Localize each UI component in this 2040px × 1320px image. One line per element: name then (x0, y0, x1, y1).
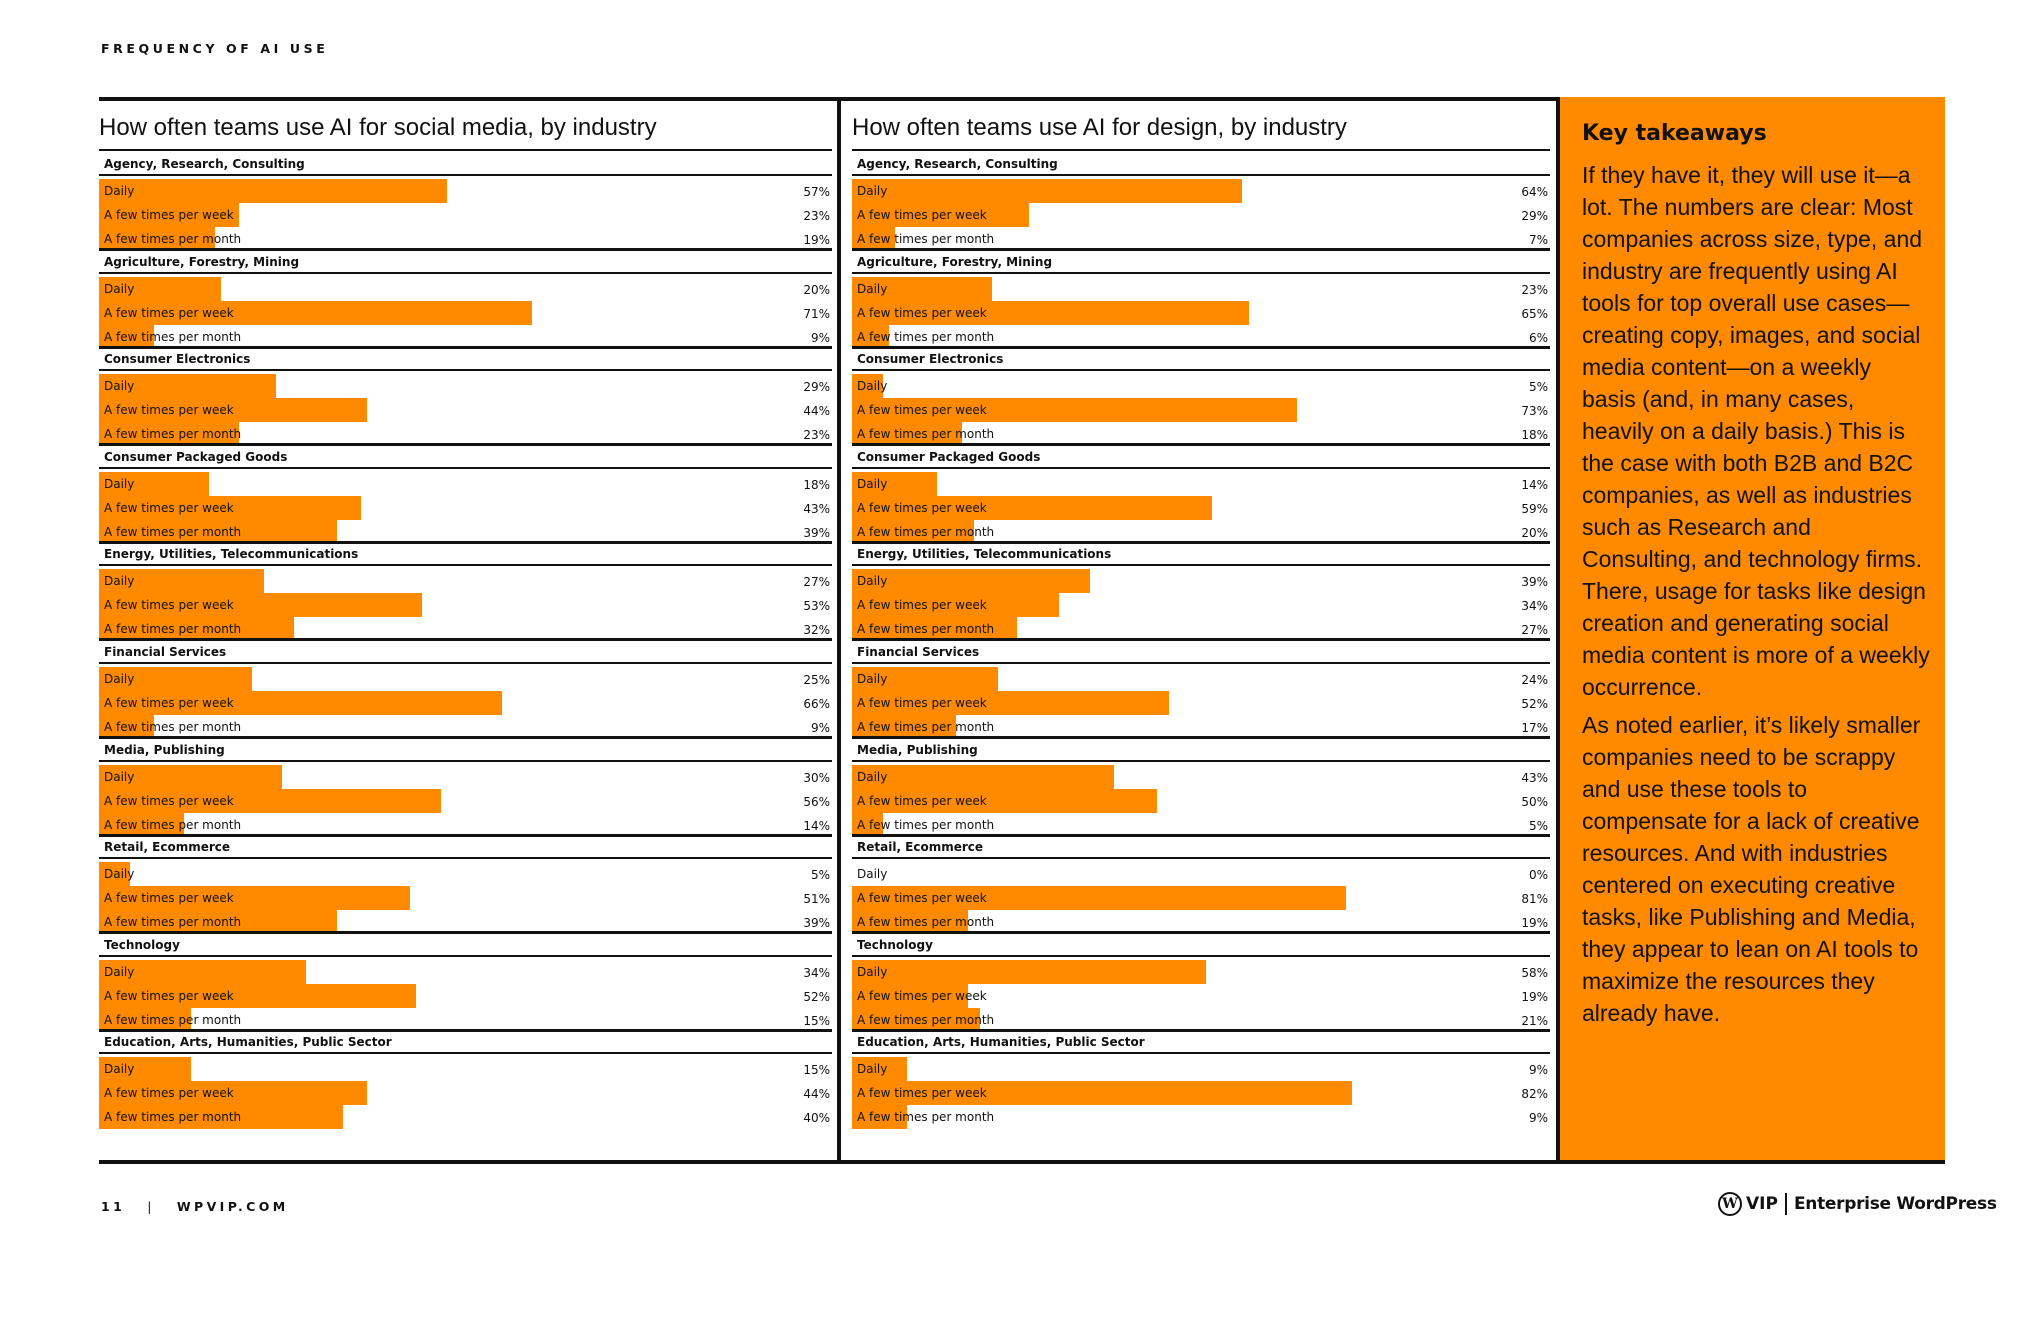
bar-value: 0% (1528, 868, 1548, 883)
bar-label: A few times per week (857, 696, 987, 710)
industry-name: Financial Services (857, 645, 980, 659)
bar-value: 43% (803, 501, 830, 516)
bar-value: 39% (1521, 575, 1548, 590)
bar-row-daily (852, 862, 1550, 886)
bar-value: 29% (1521, 209, 1548, 223)
bar-value: 34% (1521, 599, 1548, 614)
bar-label: A few times per week (104, 1086, 234, 1101)
group-rule (99, 857, 832, 859)
bar-row-daily (852, 472, 1550, 496)
bar-label: Daily (104, 574, 135, 589)
group-separator (99, 736, 832, 739)
bar-label: Daily (857, 964, 888, 979)
bar-row-daily (852, 960, 1550, 984)
chart-title: How often teams use AI for design, by industry (852, 114, 1347, 141)
bar-label: Daily (104, 769, 135, 784)
group-rule (852, 174, 1550, 176)
bar-value: 23% (803, 209, 830, 223)
bar-value: 23% (803, 428, 830, 443)
bar-value: 82% (1521, 1087, 1548, 1102)
bar-value: 34% (803, 965, 830, 980)
key-takeaways-panel (1560, 97, 1945, 1160)
bar-value: 44% (803, 404, 830, 419)
group-separator (852, 736, 1550, 739)
bar-value: 6% (1528, 330, 1548, 345)
bar-label: A few times per month (857, 427, 995, 442)
bar-value: 23% (1521, 282, 1548, 297)
bar-label: A few times per month (104, 817, 242, 832)
bar-label: A few times per week (857, 305, 987, 320)
bar-label: A few times per week (104, 696, 234, 710)
bar-row-weekly (852, 593, 1550, 617)
bar-label: A few times per week (104, 598, 234, 613)
bar-row-weekly (99, 593, 832, 617)
bar-value: 73% (1521, 404, 1548, 419)
footer-site: WPVIP.COM (176, 1199, 289, 1214)
group-separator (852, 248, 1550, 251)
bar-label: Daily (104, 184, 135, 198)
bar-row-daily (852, 374, 1550, 398)
bar-label: A few times per week (857, 598, 987, 613)
bar-label: A few times per month (104, 232, 242, 246)
bar-value: 58% (1521, 965, 1548, 980)
group-rule (852, 1052, 1550, 1054)
column-divider (837, 97, 841, 1164)
group-rule (99, 272, 832, 274)
industry-name: Media, Publishing (857, 742, 978, 757)
bar-label: Daily (857, 574, 888, 589)
bar-row-weekly (852, 886, 1550, 910)
bar-row-weekly (852, 398, 1550, 422)
bar-value: 7% (1528, 233, 1548, 247)
title-rule (99, 149, 832, 151)
bar-row-weekly (99, 789, 832, 813)
bar-row-daily (852, 569, 1550, 593)
bar-row-daily (852, 277, 1550, 301)
bar-row-weekly (852, 203, 1550, 227)
bar-value: 9% (810, 721, 830, 735)
bar-value: 19% (803, 233, 830, 247)
bar-value: 51% (803, 892, 830, 907)
bar-value: 29% (803, 380, 830, 395)
bar-label: A few times per week (104, 793, 234, 808)
bar-value: 59% (1521, 501, 1548, 516)
bar-row-daily (99, 472, 832, 496)
industry-name: Financial Services (104, 645, 227, 659)
bar-value: 52% (1521, 697, 1548, 711)
bar-label: A few times per week (857, 891, 987, 906)
bar-label: A few times per month (857, 1012, 995, 1027)
bar-value: 57% (803, 185, 830, 199)
section-label: FREQUENCY OF AI USE (101, 41, 329, 56)
group-separator (99, 638, 832, 641)
bar-value: 20% (1521, 525, 1548, 540)
group-separator (852, 638, 1550, 641)
bar-label: A few times per month (857, 720, 995, 734)
bar-value: 66% (803, 697, 830, 711)
bar-label: A few times per month (857, 817, 995, 832)
bar-row-daily (99, 374, 832, 398)
bar-label: A few times per week (104, 891, 234, 906)
group-separator (852, 931, 1550, 934)
bar-value: 65% (1521, 306, 1548, 321)
group-rule (852, 662, 1550, 664)
bar-row-daily (99, 960, 832, 984)
bar-value: 5% (1528, 380, 1548, 395)
bar-label: A few times per month (104, 427, 242, 442)
industry-name: Education, Arts, Humanities, Public Sector (104, 1035, 392, 1050)
bar-daily (852, 960, 1206, 984)
group-separator (852, 834, 1550, 837)
industry-name: Technology (857, 937, 933, 952)
bar-row-weekly (99, 984, 832, 1008)
industry-name: Consumer Packaged Goods (104, 449, 288, 464)
bar-row-weekly (852, 984, 1550, 1008)
bar-row-daily (99, 862, 832, 886)
bar-label: A few times per month (104, 1012, 242, 1027)
bar-value: 14% (803, 818, 830, 833)
bar-value: 9% (1528, 1111, 1548, 1126)
bar-label: A few times per week (857, 403, 987, 418)
bar-value: 15% (803, 1063, 830, 1078)
industry-name: Technology (104, 937, 180, 952)
bar-value: 56% (803, 794, 830, 809)
bar-row-monthly (99, 1105, 832, 1129)
takeaways-paragraph: As noted earlier, it’s likely smaller companies need to be scrappy and use these tools to compensate for a lack of creative resources. And with industries centered on executing creative tasks, like Publishing and Media, they appear to lean on AI tools to maximize the resources they already have. (1582, 712, 1921, 1026)
bar-value: 27% (1521, 623, 1548, 638)
industry-name: Agriculture, Forestry, Mining (104, 254, 300, 269)
group-rule (852, 955, 1550, 957)
group-separator (852, 541, 1550, 544)
bar-label: Daily (857, 184, 888, 198)
bar-label: A few times per month (104, 622, 242, 637)
bar-label: A few times per month (104, 720, 242, 734)
bar-value: 43% (1521, 770, 1548, 785)
bar-daily (852, 179, 1242, 203)
bar-row-weekly (99, 886, 832, 910)
bar-value: 71% (803, 306, 830, 321)
bar-value: 18% (803, 477, 830, 492)
bar-row-daily (99, 765, 832, 789)
bar-label: A few times per month (857, 1110, 995, 1125)
bar-row-daily (852, 1057, 1550, 1081)
bar-row-daily (852, 667, 1550, 691)
bar-label: A few times per month (104, 1110, 242, 1125)
bar-value: 50% (1521, 794, 1548, 809)
group-separator (852, 443, 1550, 446)
bar-value: 14% (1521, 477, 1548, 492)
bar-row-weekly (99, 398, 832, 422)
bar-label: Daily (104, 964, 135, 979)
footer-separator: | (147, 1199, 155, 1214)
bar-value: 25% (803, 673, 830, 687)
brand-logo (1718, 1190, 1997, 1218)
group-separator (852, 1029, 1550, 1032)
industry-name: Agriculture, Forestry, Mining (857, 254, 1053, 269)
industry-name: Consumer Electronics (857, 352, 1004, 367)
group-separator (99, 834, 832, 837)
group-rule (99, 564, 832, 566)
bar-value: 81% (1521, 892, 1548, 907)
bar-label: A few times per week (104, 305, 234, 320)
bar-value: 52% (803, 989, 830, 1004)
bar-label: A few times per month (857, 232, 995, 246)
bar-row-weekly (99, 301, 832, 325)
bar-value: 5% (810, 868, 830, 883)
group-rule (99, 369, 832, 371)
industry-name: Retail, Ecommerce (857, 840, 984, 855)
group-separator (99, 443, 832, 446)
bar-label: A few times per month (104, 329, 242, 344)
group-rule (99, 662, 832, 664)
bar-row-weekly (99, 691, 832, 715)
industry-name: Retail, Ecommerce (104, 840, 231, 855)
bar-label: Daily (104, 672, 135, 686)
bar-value: 53% (803, 599, 830, 614)
bar-row-daily (99, 667, 832, 691)
group-rule (99, 760, 832, 762)
bar-row-weekly (852, 691, 1550, 715)
title-rule (852, 149, 1550, 151)
bar-label: Daily (104, 281, 135, 296)
bar-row-weekly (852, 496, 1550, 520)
bar-label: Daily (857, 1062, 888, 1077)
group-rule (99, 174, 832, 176)
bar-label: A few times per month (857, 622, 995, 637)
group-separator (99, 346, 832, 349)
bottom-rule (99, 1160, 1945, 1164)
takeaways-title: Key takeaways (1582, 121, 1767, 146)
bar-label: A few times per week (857, 208, 987, 222)
bar-label: A few times per month (857, 524, 995, 539)
industry-name: Education, Arts, Humanities, Public Sector (857, 1035, 1145, 1050)
bar-value: 39% (803, 916, 830, 931)
bar-row-weekly (99, 1081, 832, 1105)
bar-label: Daily (857, 476, 888, 491)
bar-value: 40% (803, 1111, 830, 1126)
bar-label: A few times per week (857, 1086, 987, 1101)
group-rule (99, 1052, 832, 1054)
bar-label: A few times per week (857, 793, 987, 808)
bar-label: A few times per week (857, 988, 987, 1003)
bar-value: 21% (1521, 1013, 1548, 1028)
bar-value: 24% (1521, 673, 1548, 687)
bar-value: 17% (1521, 721, 1548, 735)
bar-row-daily (852, 179, 1550, 203)
bar-value: 27% (803, 575, 830, 590)
bar-daily (99, 179, 447, 203)
bar-label: Daily (857, 867, 888, 882)
footer (101, 1199, 289, 1214)
bar-row-weekly (99, 496, 832, 520)
brand-text: Enterprise WordPress (1793, 1194, 1997, 1214)
group-separator (852, 346, 1550, 349)
bar-daily (852, 569, 1090, 593)
group-rule (852, 272, 1550, 274)
bar-label: Daily (857, 281, 888, 296)
industry-name: Agency, Research, Consulting (104, 157, 305, 171)
page-number: 11 (101, 1199, 126, 1214)
group-rule (852, 760, 1550, 762)
bar-row-daily (99, 569, 832, 593)
bar-label: A few times per week (857, 500, 987, 515)
bar-value: 39% (803, 525, 830, 540)
takeaways-paragraph: If they have it, they will use it—a lot. The numbers are clear: Most companies across size, type, and industry are frequently using AI tools for top overall use cases—creating copy, images, and social media content—on a weekly basis (and, in many cases, heavily on a daily basis.) This is the case with both B2B and B2C companies, as well as industries such as Research and Consulting, and technology firms. There, usage for tasks like design creation and generating social media content is more of a weekly occurrence. (1582, 162, 1930, 700)
industry-name: Energy, Utilities, Telecommunications (104, 547, 359, 562)
bar-label: Daily (857, 379, 888, 394)
group-separator (99, 931, 832, 934)
group-rule (852, 369, 1550, 371)
bar-label: Daily (104, 867, 135, 882)
group-separator (99, 541, 832, 544)
bar-label: A few times per week (104, 208, 234, 222)
bar-label: A few times per week (104, 988, 234, 1003)
industry-name: Agency, Research, Consulting (857, 157, 1058, 171)
group-rule (852, 564, 1550, 566)
bar-label: A few times per week (104, 403, 234, 418)
industry-name: Consumer Packaged Goods (857, 449, 1041, 464)
bar-row-weekly (852, 301, 1550, 325)
group-rule (99, 467, 832, 469)
bar-label: A few times per month (104, 524, 242, 539)
industry-name: Media, Publishing (104, 742, 225, 757)
bar-row-weekly (852, 789, 1550, 813)
bar-row-weekly (99, 203, 832, 227)
bar-label: A few times per month (857, 915, 995, 930)
bar-value: 44% (803, 1087, 830, 1102)
bar-label: Daily (104, 1062, 135, 1077)
bar-value: 5% (1528, 818, 1548, 833)
bar-row-weekly (852, 1081, 1550, 1105)
bar-value: 19% (1521, 989, 1548, 1004)
industry-name: Consumer Electronics (104, 352, 251, 367)
bar-value: 20% (803, 282, 830, 297)
industry-name: Energy, Utilities, Telecommunications (857, 547, 1112, 562)
bar-value: 30% (803, 770, 830, 785)
bar-label: A few times per week (104, 500, 234, 515)
group-rule (99, 955, 832, 957)
bar-value: 32% (803, 623, 830, 638)
bar-value: 9% (810, 330, 830, 345)
bar-value: 64% (1521, 185, 1548, 199)
bar-row-daily (99, 277, 832, 301)
bar-label: Daily (104, 379, 135, 394)
bar-daily (852, 765, 1114, 789)
bar-label: A few times per month (104, 915, 242, 930)
bar-row-monthly (852, 1105, 1550, 1129)
bar-row-daily (852, 765, 1550, 789)
group-separator (99, 1029, 832, 1032)
group-separator (99, 248, 832, 251)
group-rule (852, 467, 1550, 469)
bar-label: Daily (857, 769, 888, 784)
wordpress-icon: W (1718, 1192, 1742, 1216)
chart-title: How often teams use AI for social media, by industry (99, 114, 657, 141)
bar-value: 18% (1521, 428, 1548, 443)
bar-label: Daily (104, 476, 135, 491)
bar-value: 19% (1521, 916, 1548, 931)
bar-row-daily (99, 1057, 832, 1081)
bar-label: Daily (857, 672, 888, 686)
group-rule (852, 857, 1550, 859)
bar-value: 9% (1528, 1063, 1548, 1078)
brand-vip: VIP (1746, 1194, 1778, 1214)
brand-divider (1785, 1193, 1787, 1215)
bar-label: A few times per month (857, 329, 995, 344)
bar-row-daily (99, 179, 832, 203)
bar-value: 15% (803, 1013, 830, 1028)
